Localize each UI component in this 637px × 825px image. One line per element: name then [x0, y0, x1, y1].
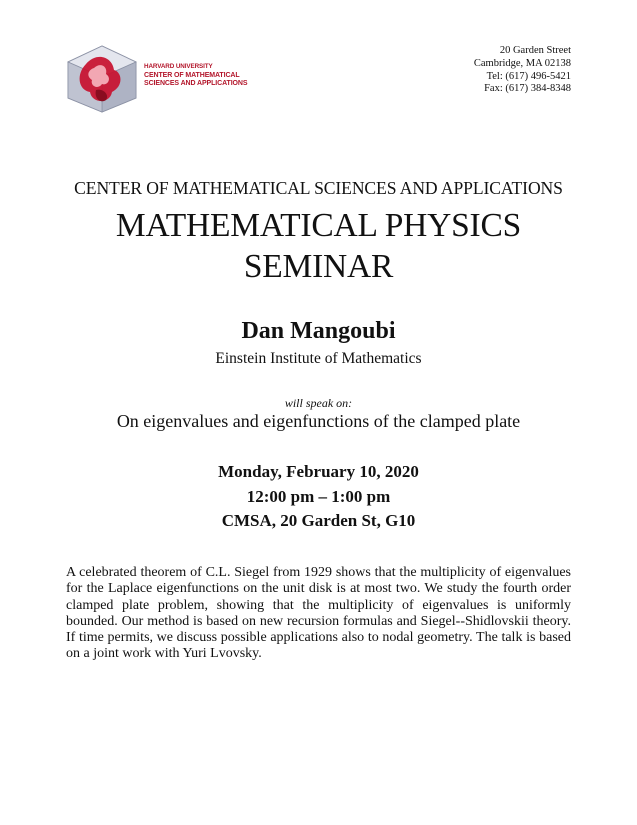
seminar-title-line-2: SEMINAR [243, 248, 394, 285]
logo-sciences-text: SCIENCES AND APPLICATIONS [144, 80, 248, 87]
cmsa-cube-logo-icon [66, 44, 138, 114]
event-time: 12:00 pm – 1:00 pm [246, 486, 391, 506]
logo-center-text: CENTER OF MATHEMATICAL [144, 71, 240, 79]
event-date: Monday, February 10, 2020 [218, 462, 419, 481]
speaker-name: Dan Mangoubi [241, 318, 396, 344]
address-tel: Tel: (617) 496-5421 [486, 70, 571, 82]
address-city: Cambridge, MA 02138 [473, 57, 571, 69]
logo-university-text: HARVARD UNIVERSITY [144, 63, 213, 70]
speaker-affiliation: Einstein Institute of Mathematics [215, 350, 422, 367]
address-block [474, 45, 571, 96]
address-fax: Fax: (617) 384-8348 [484, 83, 571, 95]
center-name: CENTER OF MATHEMATICAL SCIENCES AND APPLICATIONS [74, 178, 563, 198]
event-details [0, 460, 637, 534]
will-speak-label: will speak on: [284, 396, 353, 410]
address-street: 20 Garden Street [499, 45, 571, 56]
seminar-title [0, 205, 637, 287]
abstract-text: A celebrated theorem of C.L. Siegel from 1929 shows that the multiplicity of eigenvalues for the Laplace eigenfunctions on the unit disk is at most two. We study the fourth order clamped plate problem, showing that the multiplicity of eigenvalues is uniformly bounded. Our method is based on new recursion formulas and Siegel--Shidlovskii theory. If time permits, we discuss possible applications also to nodal geometry. The talk is based on a joint work with Yuri Lvovsky. [66, 565, 571, 662]
event-location: CMSA, 20 Garden St, G10 [221, 511, 416, 530]
cmsa-logo [66, 44, 248, 114]
talk-title: On eigenvalues and eigenfunctions of the clamped plate [116, 411, 521, 431]
seminar-title-line-1: MATHEMATICAL PHYSICS [115, 207, 522, 244]
